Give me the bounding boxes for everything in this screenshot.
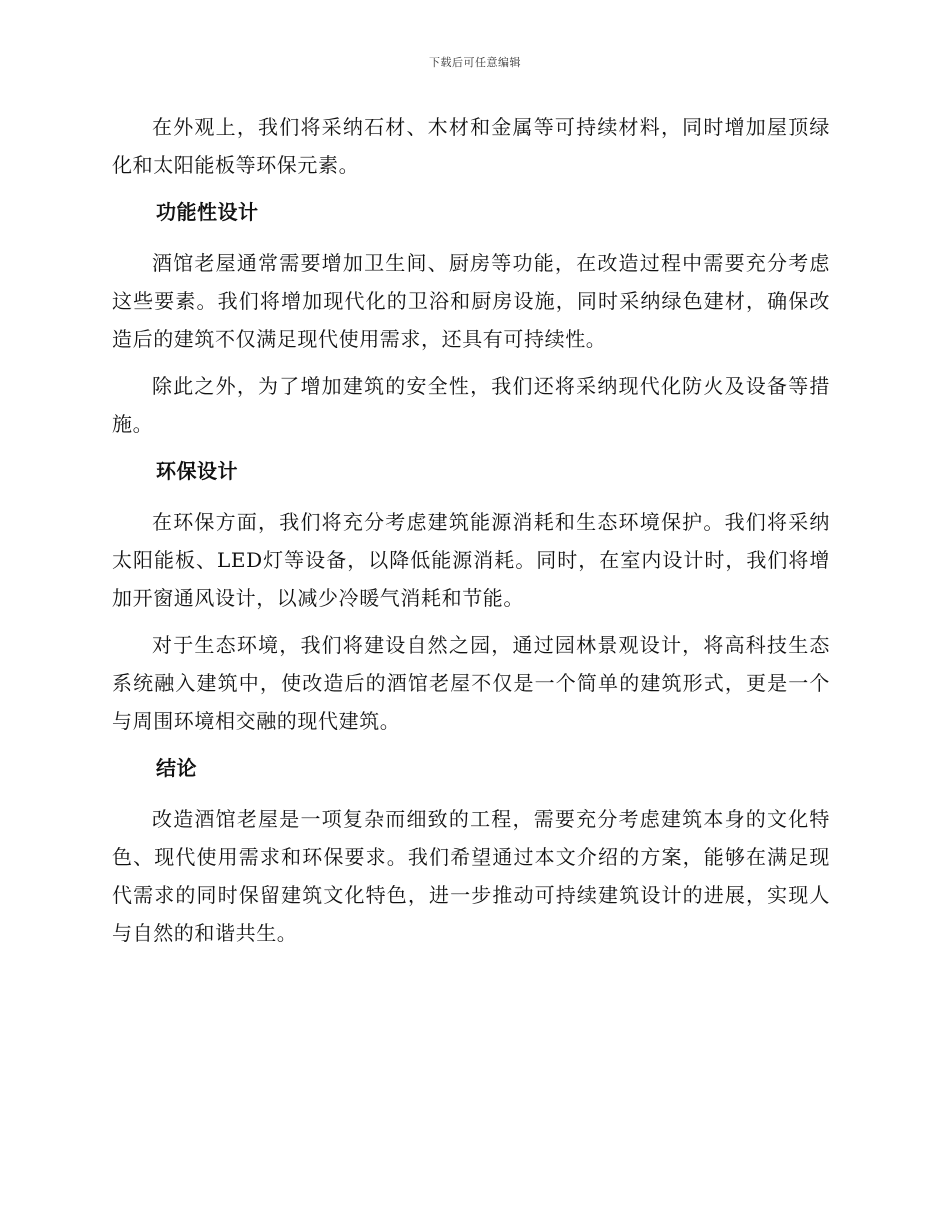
paragraph-exterior-materials: 在外观上，我们将采纳石材、木材和金属等可持续材料，同时增加屋顶绿化和太阳能板等环保元素。 (112, 115, 830, 177)
paragraph-conclusion: 改造酒馆老屋是一项复杂而细致的工程，需要充分考虑建筑本身的文化特色、现代使用需求和环保要求。我们希望通过本文介绍的方案，能够在满足现代需求的同时保留建筑文化特色，进一步推动可持续建筑设计的进展，实现人与自然的和谐共生。 (112, 807, 830, 945)
page-header: 下载后可任意编辑 (429, 56, 521, 69)
paragraph-safety-measures: 除此之外，为了增加建筑的安全性，我们还将采纳现代化防火及设备等措施。 (112, 374, 830, 436)
heading-environmental-design: 环保设计 (156, 459, 238, 483)
heading-functional-design: 功能性设计 (156, 200, 259, 224)
heading-conclusion: 结论 (156, 756, 197, 780)
document-body (112, 108, 830, 961)
paragraph-ecological-environment: 对于生态环境，我们将建设自然之园，通过园林景观设计，将高科技生态系统融入建筑中，使改造后的酒馆老屋不仅是一个简单的建筑形式，更是一个与周围环境相交融的现代建筑。 (112, 633, 830, 733)
paragraph-functional-facilities: 酒馆老屋通常需要增加卫生间、厨房等功能，在改造过程中需要充分考虑这些要素。我们将增加现代化的卫浴和厨房设施，同时采纳绿色建材，确保改造后的建筑不仅满足现代使用需求，还具有可持续性。 (112, 251, 830, 351)
paragraph-energy-saving: 在环保方面，我们将充分考虑建筑能源消耗和生态环境保护。我们将采纳太阳能板、LED灯等设备，以降低能源消耗。同时，在室内设计时，我们将增加开窗通风设计，以减少冷暖气消耗和节能。 (112, 510, 830, 610)
